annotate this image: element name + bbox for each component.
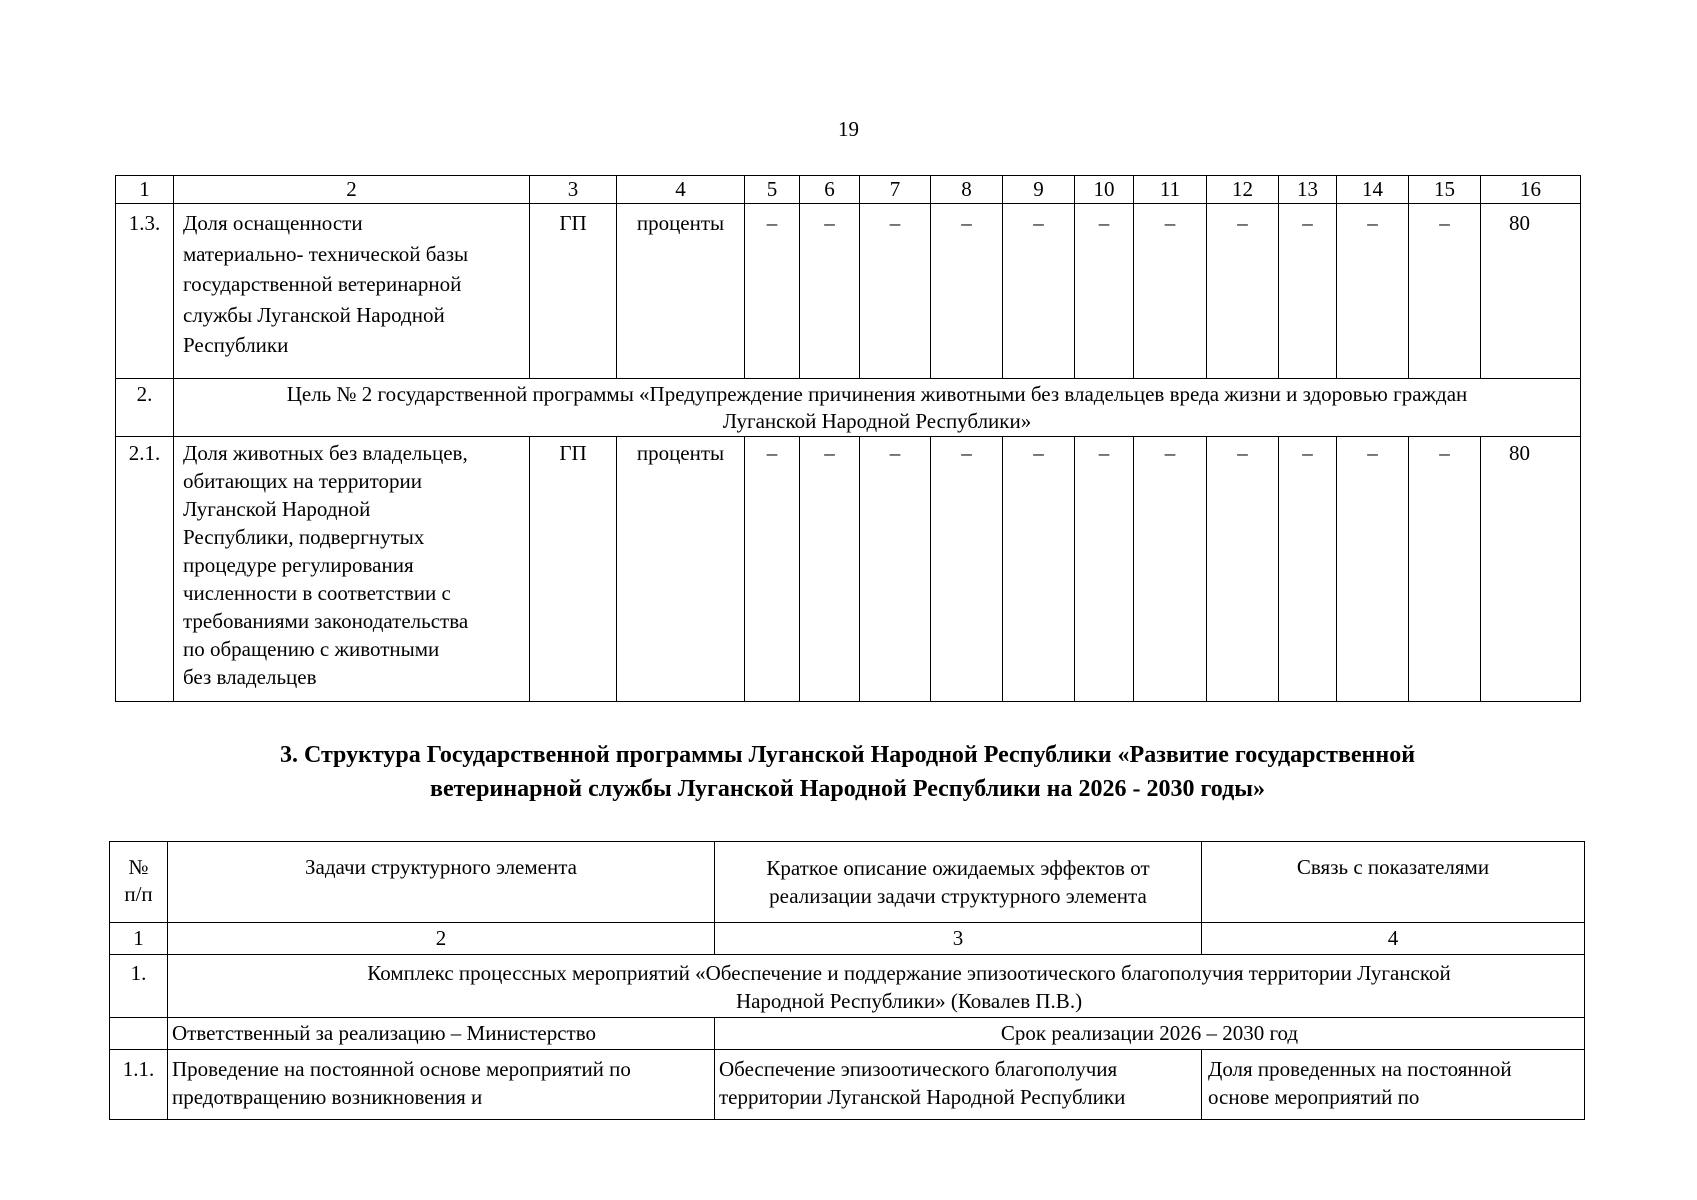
row-number: 1.3. — [116, 204, 174, 379]
value-cell: – — [1409, 437, 1481, 702]
value-cell: – — [800, 437, 860, 702]
value-cell: 80 — [1481, 204, 1581, 379]
table-row — [116, 437, 1581, 702]
row-number: 2.1. — [116, 437, 174, 702]
column-number: 2 — [174, 176, 530, 204]
effect-text: Обеспечение эпизоотического благополучия территории Луганской Народной Республики — [715, 1050, 1202, 1120]
column-numbers-row — [110, 923, 1585, 955]
value-cell: – — [860, 437, 931, 702]
column-number: 1 — [116, 176, 174, 204]
empty-cell — [110, 1018, 168, 1050]
value-cell: – — [1134, 437, 1207, 702]
column-number: 6 — [800, 176, 860, 204]
table-row — [110, 1050, 1585, 1120]
value-cell: – — [1075, 204, 1134, 379]
column-number: 2 — [168, 923, 715, 955]
value-cell: – — [931, 437, 1003, 702]
column-number: 3 — [530, 176, 617, 204]
indicator-name: Доля оснащенности материально- технической базы государственной ветеринарной службы Луганской Народной Республики — [174, 204, 530, 379]
header-link: Связь с показателями — [1202, 842, 1585, 923]
row-number: 1.1. — [110, 1050, 168, 1120]
complex-row — [110, 955, 1585, 1018]
value-cell: – — [1003, 437, 1075, 702]
value-cell: – — [1075, 437, 1134, 702]
header-number: № п/п — [110, 842, 168, 923]
column-number: 4 — [617, 176, 745, 204]
value-cell: – — [1279, 437, 1337, 702]
header-row — [110, 842, 1585, 923]
structure-table — [109, 841, 1585, 1120]
indicator-unit: проценты — [617, 204, 745, 379]
responsible-label: Ответственный за реализацию – Министерство — [168, 1018, 715, 1050]
value-cell: – — [1279, 204, 1337, 379]
indicator-level: ГП — [530, 437, 617, 702]
link-text: Доля проведенных на постоянной основе мероприятий по — [1202, 1050, 1585, 1120]
goal-text: Цель № 2 государственной программы «Предупреждение причинения животными без владельцев вреда жизни и здоровью граждан Луганской Народной Республики» — [174, 379, 1581, 437]
value-cell: – — [1134, 204, 1207, 379]
value-cell: – — [1337, 204, 1409, 379]
value-cell: – — [745, 437, 800, 702]
column-number: 11 — [1134, 176, 1207, 204]
column-number: 7 — [860, 176, 931, 204]
indicators-table — [115, 175, 1581, 702]
task-text: Проведение на постоянной основе мероприятий по предотвращению возникновения и — [168, 1050, 715, 1120]
goal-row — [116, 379, 1581, 437]
column-number: 5 — [745, 176, 800, 204]
header-effects: Краткое описание ожидаемых эффектов от реализации задачи структурного элемента — [715, 842, 1202, 923]
value-cell: – — [1207, 204, 1279, 379]
column-number: 15 — [1409, 176, 1481, 204]
page-number: 19 — [838, 117, 859, 141]
header-tasks: Задачи структурного элемента — [168, 842, 715, 923]
responsible-row — [110, 1018, 1585, 1050]
value-cell: – — [1207, 437, 1279, 702]
value-cell: – — [1409, 204, 1481, 379]
value-cell: – — [800, 204, 860, 379]
column-numbers-row — [116, 176, 1581, 204]
column-number: 10 — [1075, 176, 1134, 204]
column-number: 13 — [1279, 176, 1337, 204]
column-number: 4 — [1202, 923, 1585, 955]
value-cell: – — [745, 204, 800, 379]
row-number: 1. — [110, 955, 168, 1018]
column-number: 9 — [1003, 176, 1075, 204]
column-number: 16 — [1481, 176, 1581, 204]
table-row — [116, 204, 1581, 379]
column-number: 12 — [1207, 176, 1279, 204]
section-title: 3. Структура Государственной программы Луганской Народной Республики «Развитие государственной ветеринарной службы Луганской Народной Республики на 2026 - 2030 годы» — [279, 742, 1416, 802]
value-cell: – — [1337, 437, 1409, 702]
column-number: 14 — [1337, 176, 1409, 204]
value-cell: – — [1003, 204, 1075, 379]
value-cell: – — [931, 204, 1003, 379]
value-cell: 80 — [1481, 437, 1581, 702]
row-number: 2. — [116, 379, 174, 437]
indicator-name: Доля животных без владельцев, обитающих на территории Луганской Народной Республики, подвергнутых процедуре регулирования численности в соответствии с требованиями законодательства по обращению с животными без владельцев — [174, 437, 530, 702]
complex-title: Комплекс процессных мероприятий «Обеспечение и поддержание эпизоотического благополучия территории Луганской Народной Республики» (Ковалев П.В.) — [168, 955, 1585, 1018]
column-number: 8 — [931, 176, 1003, 204]
value-cell: – — [860, 204, 931, 379]
implementation-term: Срок реализации 2026 – 2030 год — [715, 1018, 1585, 1050]
indicator-unit: проценты — [617, 437, 745, 702]
column-number: 1 — [110, 923, 168, 955]
column-number: 3 — [715, 923, 1202, 955]
indicator-level: ГП — [530, 204, 617, 379]
